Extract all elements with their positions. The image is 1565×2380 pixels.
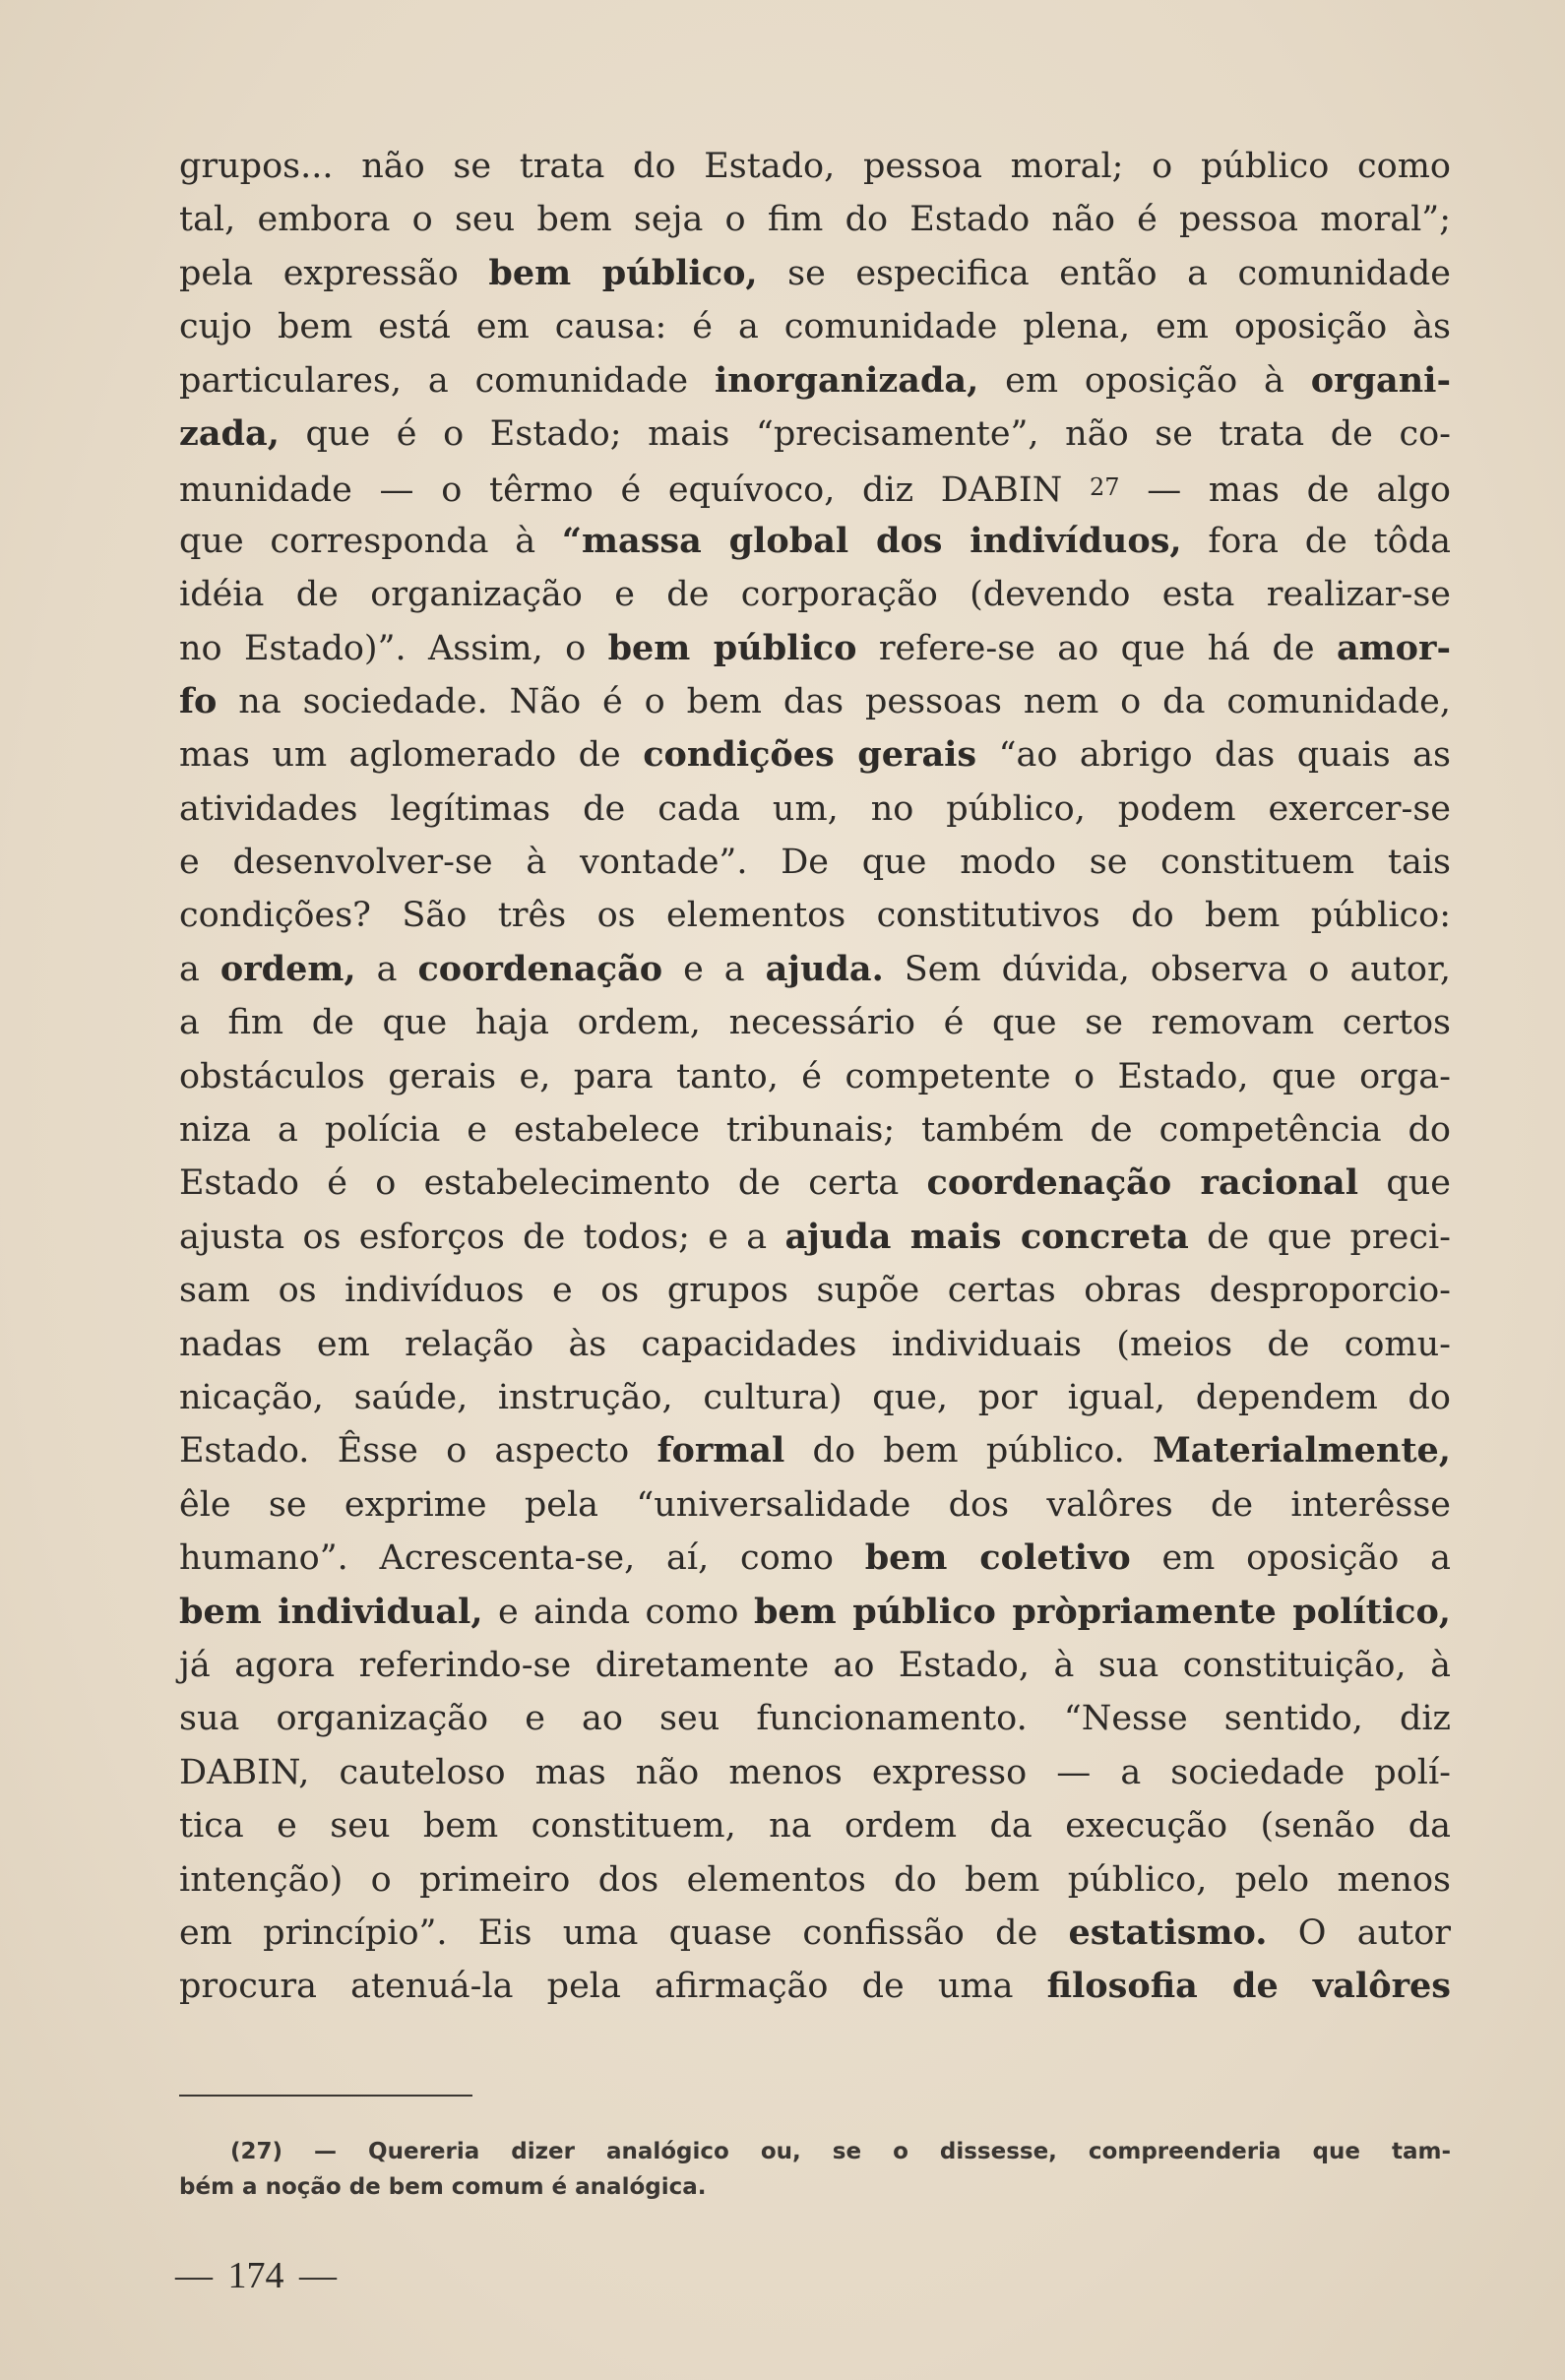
footnote: [179, 2134, 1451, 2205]
text-segment: DABIN, cauteloso mas não menos expresso — a sociedade polí-: [179, 1752, 1451, 1792]
text-segment: sua organização e ao seu funcionamento. “Nesse sentido, diz: [179, 1699, 1451, 1739]
footnote-line-1: (27) — Quereria dizer analógico ou, se o dissesse, compreenderia que tam-: [230, 2139, 1451, 2164]
text-line: [179, 193, 1451, 246]
text-line: [179, 889, 1451, 942]
text-segment: a: [179, 949, 220, 989]
text-segment: e ainda como: [482, 1592, 754, 1632]
text-line: [179, 1478, 1451, 1532]
text-segment: tal, embora o seu bem seja o fim do Estado não é pessoa moral”;: [179, 200, 1451, 240]
text-segment: tica e seu bem constituem, na ordem da execução (senão da: [179, 1806, 1451, 1847]
text-segment: humano”. Acrescenta-se, aí, como: [179, 1538, 865, 1579]
text-segment: ajusta os esforços de todos; e a: [179, 1217, 785, 1257]
text-line: [179, 943, 1451, 996]
bold-text: Materialmente,: [1153, 1430, 1451, 1472]
text-line: [179, 836, 1451, 889]
body-text: [179, 140, 1451, 2014]
text-line: [179, 675, 1451, 728]
bold-text: fo: [179, 680, 218, 721]
text-segment: na sociedade. Não é o bem das pessoas nem o da comunidade,: [217, 681, 1451, 721]
text-line: [179, 1692, 1451, 1745]
text-line: [179, 515, 1451, 568]
bold-text: bem público: [607, 627, 857, 668]
text-segment: idéia de organização e de corporação (devendo esta realizar-se: [179, 575, 1451, 615]
bold-text: coordenação racional: [926, 1162, 1359, 1204]
text-segment: munidade — o têrmo é equívoco, diz DABIN: [179, 470, 1090, 511]
text-line: [179, 300, 1451, 353]
text-segment: êle se exprime pela “universalidade dos valôres de interêsse: [179, 1484, 1451, 1525]
text-segment: Sem dúvida, observa o autor,: [883, 949, 1451, 989]
footnote-line-2: bém a noção de bem comum é analógica.: [179, 2174, 707, 2200]
text-segment: intenção) o primeiro dos elementos do bem público, pelo menos: [179, 1859, 1451, 1900]
text-line: [179, 996, 1451, 1049]
text-segment: condições? São três os elementos constitutivos do bem público:: [179, 896, 1451, 936]
bold-text: zada,: [179, 412, 280, 454]
text-line: [179, 247, 1451, 300]
text-line: [179, 1264, 1451, 1317]
text-line: [179, 568, 1451, 621]
bold-text: organi-: [1310, 359, 1451, 401]
bold-text: bem coletivo: [864, 1537, 1131, 1579]
text-segment: pela expressão: [179, 253, 489, 293]
text-line: [179, 622, 1451, 675]
footnote-rule: [179, 2095, 472, 2097]
page-number: — 174 —: [175, 2255, 337, 2296]
text-segment: se especifica então a comunidade: [757, 253, 1451, 293]
text-line: [179, 1211, 1451, 1264]
text-line: [179, 1050, 1451, 1103]
text-segment: de que preci-: [1188, 1217, 1451, 1257]
text-segment: a fim de que haja ordem, necessário é que se removam certos: [179, 1003, 1451, 1043]
text-line: [179, 1586, 1451, 1639]
text-line: [179, 728, 1451, 782]
text-segment: fora de tôda: [1181, 521, 1451, 561]
text-segment: grupos... não se trata do Estado, pessoa moral; o público como: [179, 147, 1451, 186]
text-segment: Estado. Êsse o aspecto: [179, 1431, 657, 1472]
bold-text: bem público,: [488, 252, 758, 293]
text-segment: em oposição à: [978, 360, 1311, 401]
text-segment: sam os indivíduos e os grupos supõe certas obras desproporcio-: [179, 1271, 1451, 1311]
text-line: [179, 1532, 1451, 1585]
text-line: [179, 140, 1451, 193]
text-segment: atividades legítimas de cada um, no público, podem exercer-se: [179, 788, 1451, 829]
text-segment: já agora referindo-se diretamente ao Estado, à sua constituição, à: [179, 1645, 1451, 1685]
text-line: [179, 461, 1451, 514]
text-segment: do bem público.: [784, 1431, 1154, 1472]
text-segment: obstáculos gerais e, para tanto, é competente o Estado, que orga-: [179, 1056, 1451, 1096]
text-segment: mas um aglomerado de: [179, 735, 644, 776]
text-segment: Estado é o estabelecimento de certa: [179, 1163, 927, 1204]
text-line: [179, 1853, 1451, 1907]
text-line: [179, 407, 1451, 461]
bold-text: filosofia de valôres: [1046, 1966, 1451, 2007]
bold-text: “massa global dos indivíduos,: [561, 520, 1182, 561]
bold-text: ajuda.: [765, 948, 884, 989]
bold-text: amor-: [1336, 627, 1451, 668]
bold-text: inorganizada,: [714, 359, 979, 401]
text-line: [179, 1907, 1451, 1960]
text-line: [179, 1746, 1451, 1799]
bold-text: formal: [657, 1430, 785, 1472]
footnote-marker: 27: [1090, 473, 1120, 502]
text-line: [179, 354, 1451, 407]
text-segment: e desenvolver-se à vontade”. De que modo se constituem tais: [179, 843, 1451, 883]
text-segment: no Estado)”. Assim, o: [179, 628, 608, 668]
bold-text: coordenação: [417, 948, 663, 989]
text-segment: refere-se ao que há de: [856, 628, 1337, 668]
text-segment: e a: [662, 949, 766, 989]
text-line: [179, 1371, 1451, 1424]
text-line: [179, 1318, 1451, 1371]
bold-text: ordem,: [219, 948, 356, 989]
bold-text: bem público pròpriamente político,: [753, 1591, 1451, 1632]
text-segment: que é o Estado; mais “precisamente”, não se trata de co-: [279, 413, 1451, 454]
text-line: [179, 1960, 1451, 2013]
text-segment: cujo bem está em causa: é a comunidade plena, em oposição às: [179, 307, 1451, 347]
text-segment: que: [1358, 1163, 1451, 1204]
text-segment: que corresponda à: [179, 521, 562, 561]
text-segment: em oposição a: [1130, 1538, 1452, 1579]
bold-text: ajuda mais concreta: [784, 1216, 1189, 1257]
text-segment: — mas de algo: [1119, 470, 1451, 511]
text-line: [179, 1799, 1451, 1852]
text-segment: O autor: [1267, 1912, 1451, 1953]
text-line: [179, 1157, 1451, 1210]
text-segment: em princípio”. Eis uma quase confissão de: [179, 1912, 1069, 1953]
text-segment: procura atenuá-la pela afirmação de uma: [179, 1967, 1047, 2007]
bold-text: estatismo.: [1068, 1911, 1268, 1953]
text-line: [179, 1103, 1451, 1157]
text-line: [179, 1424, 1451, 1477]
text-segment: a: [355, 949, 418, 989]
text-line: [179, 783, 1451, 836]
text-segment: “ao abrigo das quais as: [976, 735, 1451, 776]
bold-text: condições gerais: [643, 734, 977, 776]
text-segment: nadas em relação às capacidades individuais (meios de comu-: [179, 1324, 1451, 1364]
text-segment: particulares, a comunidade: [179, 360, 715, 401]
text-line: [179, 1639, 1451, 1692]
bold-text: bem individual,: [179, 1591, 483, 1632]
text-segment: nicação, saúde, instrução, cultura) que, por igual, dependem do: [179, 1377, 1451, 1417]
text-segment: niza a polícia e estabelece tribunais; também de competência do: [179, 1110, 1451, 1151]
